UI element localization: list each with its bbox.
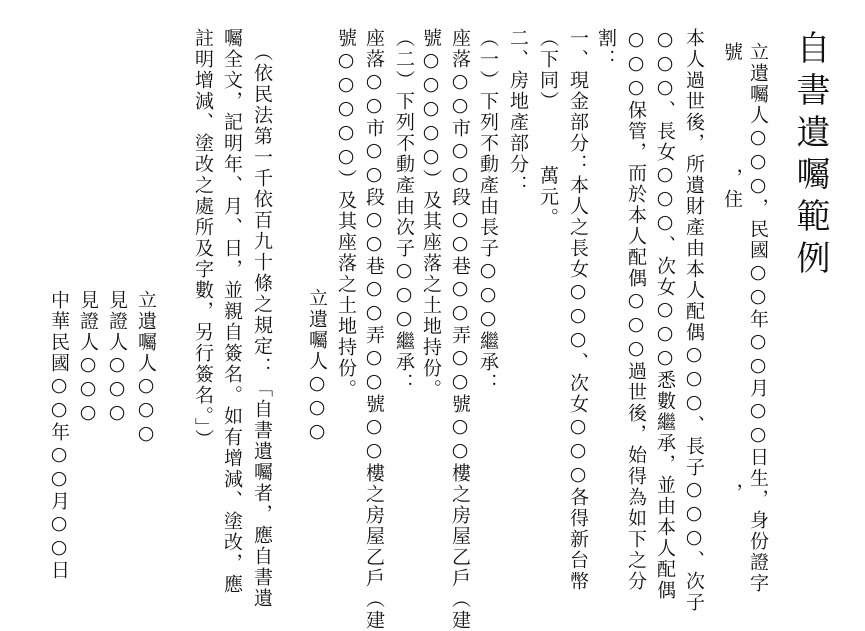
body-line-13: （二）下列不動產由次子○○○繼承： xyxy=(393,28,415,394)
note-line-1: （依民法第一千依百九十條之規定：「自書遺囑者，應自書遺 xyxy=(251,42,273,609)
body-line-6: 割： xyxy=(595,28,617,70)
body-line-4: ○○○、長女○○○、次女○○○悉數繼承，並由本人配偶 xyxy=(654,28,676,601)
body-line-1: 立遺囑人○○○，民國○○年○○月○○日生，身份證字 xyxy=(747,42,769,594)
body-line-15: 號○○○○○）及其座落之土地持份。 xyxy=(335,28,357,400)
body-line-2: 號 ，住 ， xyxy=(721,42,743,504)
note-line-3: 註明增減、塗改之處所及字數，另行簽名。」） xyxy=(192,28,214,450)
body-line-9: 二、房地產部分： xyxy=(507,28,529,196)
witness-line-1: 見證人○○○ xyxy=(106,290,128,425)
body-line-8: （下同） 萬元。 xyxy=(537,28,559,229)
body-line-7: 一、現金部分：本人之長女○○○、次女○○○各得新台幣 xyxy=(567,28,589,592)
witness-line-2: 見證人○○○ xyxy=(77,290,99,425)
signature-line-testator-2: 立遺囑人○○○ xyxy=(135,290,157,446)
body-line-5: ○○○保管，而於本人配偶○○○過世後，始得為如下之分 xyxy=(625,28,647,592)
body-line-14: 座落○○市○○段○○巷○○弄○○號○○樓之房屋乙戶（建 xyxy=(363,28,385,631)
date-line: 中華民國○○年○○月○○日 xyxy=(48,290,70,581)
signature-line-testator-1: 立遺囑人○○○ xyxy=(306,288,328,444)
document-title: 自書遺囑範例 xyxy=(790,30,830,282)
note-line-2: 囑全文，記明年、月、日，並親自簽名。如有增減、塗改，應 xyxy=(221,28,243,595)
body-line-11: 座落○○市○○段○○巷○○弄○○號○○樓之房屋乙戶（建 xyxy=(449,28,471,631)
body-line-3: 本人過世後，所遺財產由本人配偶○○○、長子○○○、次子 xyxy=(683,28,705,613)
body-line-12: 號○○○○○）及其座落之土地持份。 xyxy=(420,28,442,400)
body-line-10: （一）下列不動產由長子○○○繼承： xyxy=(477,28,499,394)
